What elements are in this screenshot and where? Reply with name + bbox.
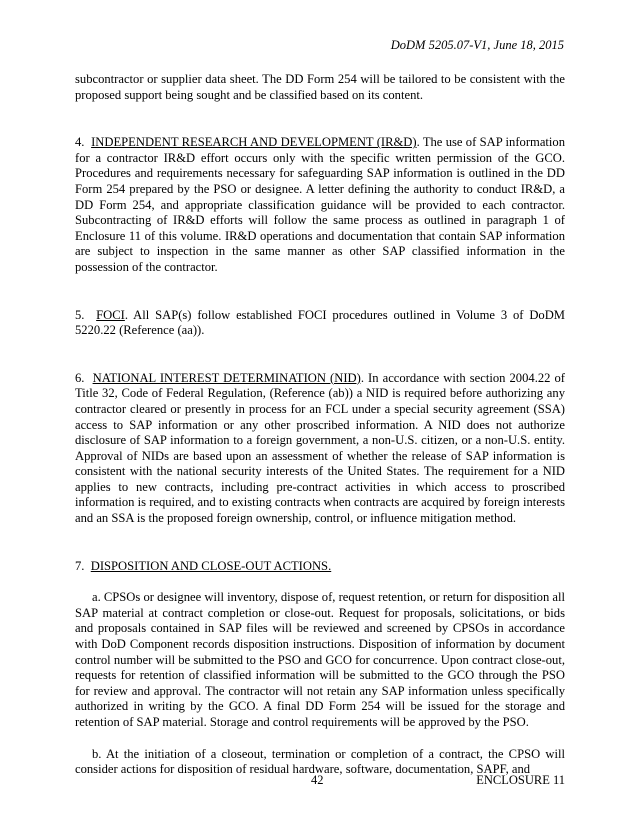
page-number: 42 [311,773,324,787]
enclosure-label: ENCLOSURE 11 [476,773,565,787]
section-7a-paragraph: a. CPSOs or designee will inventory, dispose of, request retention, or return for disposition all SAP material at contract completion or close-out. Request for proposals, solicitations, or bids and proposals contained in SAP files will be reviewed and screened by CPSOs in accordance with DoD Component records disposition instructions. Disposition of information by document control number will be submitted to the PSO and GCO for concurrence. Upon contract close-out, requests for retention of classified information will be submitted to the GCO through the PSO for review and approval. The contractor will not retain any SAP information unless specifically authorized in writing by the GCO. A final DD Form 254 will be issued for the storage and retention of SAP material. Storage and control requirements will be approved by the PSO. [75,590,565,729]
section-7-title: DISPOSITION AND CLOSE-OUT ACTIONS. [90,558,332,573]
section-4-title: INDEPENDENT RESEARCH AND DEVELOPMENT (IR&D) [91,135,417,150]
section-6-title: NATIONAL INTEREST DETERMINATION (NID) [92,370,361,385]
section-4-paragraph [75,135,565,275]
section-5-number: 5. [75,307,85,322]
section-4-number: 4. [75,135,85,150]
section-6-body: . In accordance with section 2004.22 of Title 32, Code of Federal Regulation, (Reference (ab)) a NID is required before authorizing any contractor cleared or presently in process for an FCL under a special security agreement (SSA) access to SAP information or any other proscribed information. A NID does not authorize disclosure of SAP information to a foreign government, a non-U.S. citizen, or a non-U.S. entity. Approval of NIDs are based upon an assessment of whether the release of SAP information is consistent with the national security interests of the United States. The requirement for a NID applies to new contracts, including pre-contract activities in which access to proscribed information is required, and to existing contracts when contracts are acquired by foreign interests and an SSA is the proposed foreign ownership, control, or influence mitigation method. [75,370,566,526]
section-7-heading [75,559,565,575]
section-6-paragraph [75,371,565,527]
document-header: DoDM 5205.07-V1, June 18, 2015 [390,38,564,52]
section-7b-paragraph: b. At the initiation of a closeout, termination or completion of a contract, the CPSO will consider actions for disposition of residual hardware, software, documentation, SAPF, and [75,746,565,777]
document-body [75,72,565,778]
section-7-number: 7. [75,558,85,573]
section-4-body: . The use of SAP information for a contractor IR&D effort occurs only with the specific written permission of the GCO. Procedures and requirements necessary for safeguarding SAP information is outlined in the DD Form 254 prepared by the PSO or designee. A letter defining the authority to conduct IR&D, a DD Form 254, and appropriate classification guidance will be provided to each contractor. Subcontracting of IR&D efforts will follow the same process as outlined in paragraph 1 of Enclosure 11 of this volume. IR&D operations and documentation that contain SAP information are subject to inspection in the same manner as other SAP classified information in the possession of the contractor. [75,135,566,274]
section-6-number: 6. [75,370,85,385]
section-5-title: FOCI [96,307,125,322]
section-5-body: . All SAP(s) follow established FOCI procedures outlined in Volume 3 of DoDM 5220.22 (Reference (aa)). [75,307,566,338]
intro-paragraph: subcontractor or supplier data sheet. The DD Form 254 will be tailored to be consistent with the proposed support being sought and be classified based on its content. [75,72,565,102]
document-footer [75,773,565,789]
section-5-paragraph [75,308,565,339]
